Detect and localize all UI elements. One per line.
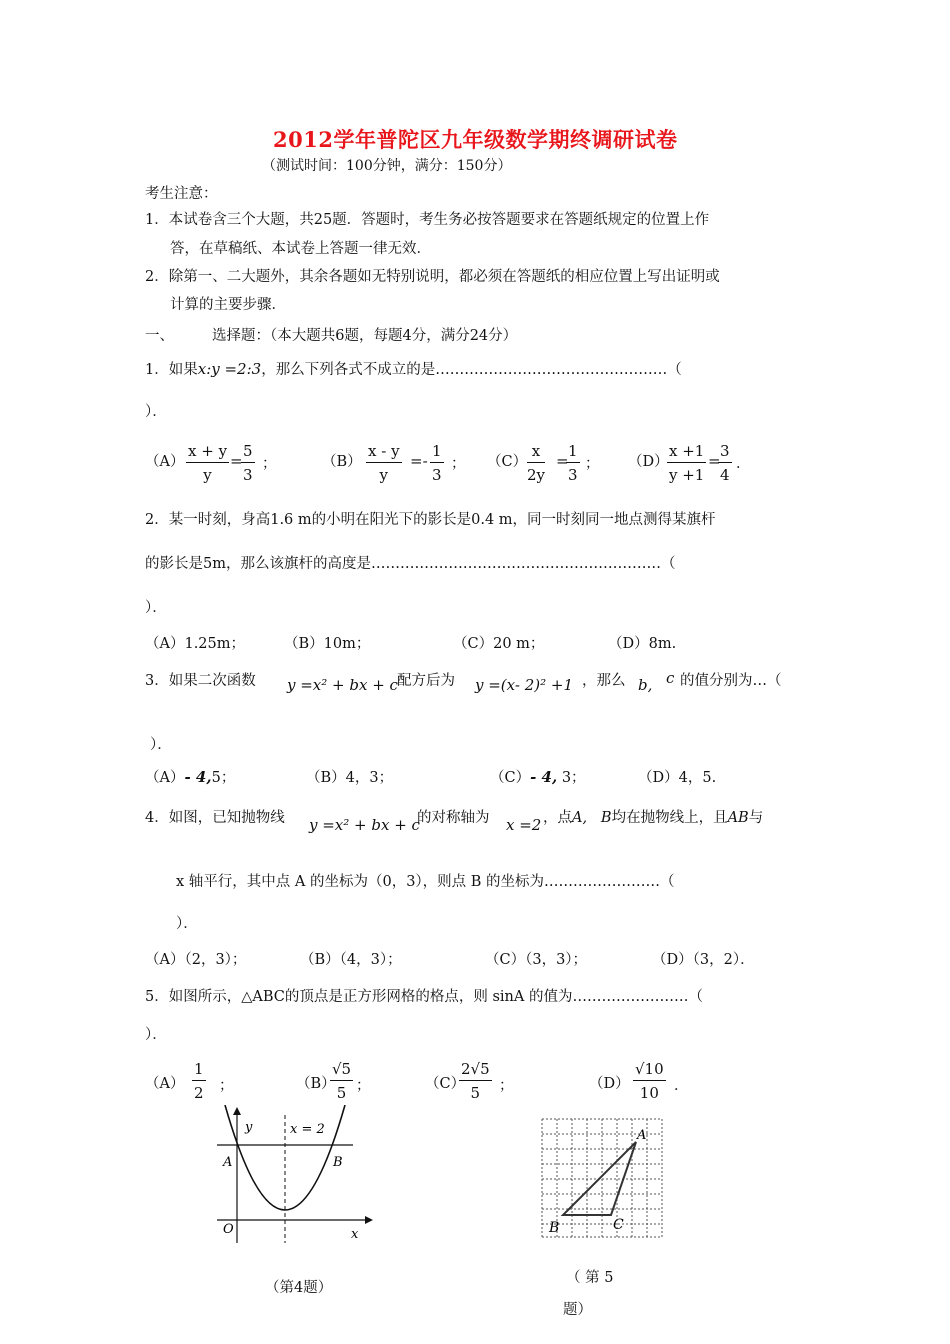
q5-option-a-tail: ； [219,1078,234,1094]
q3-b: b, [638,676,653,694]
q5-option-b-label: （B） [296,1076,336,1092]
q1-end: ）． [145,404,167,420]
q1-text: 1．如果x:y =2:3，那么下列各式不成立的是…………………………………………（ [145,360,682,378]
figure-4-parabola [205,1105,375,1255]
q3-expr2: y =(x- 2)² +1 [475,676,573,694]
vertex-a-label: A [637,1128,647,1143]
y-axis-arrow [233,1107,241,1115]
q3-end: ）． [150,737,172,753]
q4-option-b: （B）（4，3）； [300,952,402,968]
equals-sign: = [556,452,569,470]
q1-option-b-tail: ； [451,456,466,472]
equals-sign: = [708,452,721,470]
q1-option-c-rhs: $\frac{1}{3}$ [568,442,578,484]
vertex-b-label: B [549,1220,560,1236]
q1-option-c-lhs: $\frac{x}{2y}$ [527,442,546,484]
q2-text-line1: 2．某一时刻，身高1.6 m的小明在阳光下的影长是0.4 m，同一时刻同一地点测得某旗杆 [145,512,716,528]
q3-c: c [666,669,675,687]
triangle-abc [563,1142,636,1215]
q3-prefix: 3．如果二次函数 [145,673,256,689]
q5-option-a-label: （A） [145,1076,185,1092]
x-axis-label: x [351,1227,359,1242]
q1-option-d-tail: ． [736,456,751,472]
q1-option-a-lhs: $\frac{x + y}{y}$ [188,442,228,484]
q3-middle: 配方后为 [397,673,455,689]
q3-option-a: （A）- 4,5； [145,768,236,786]
figure-4-caption: （第4题） [265,1280,333,1296]
q1-option-c-tail: ； [585,456,600,472]
q1-option-a-tail: ； [262,456,277,472]
q3-expr1: y =x² + bx + c [287,676,398,694]
q4-option-d: （D）（3，2）． [652,952,755,968]
section-number: 一、 [145,328,174,344]
vertex-c-label: C [613,1217,624,1233]
q1-option-b-lhs: $\frac{x - y}{y}$ [368,442,400,484]
notice-item-2: 2．除第一、二大题外，其余各题如无特别说明，都必须在答题纸的相应位置上写出证明或 [145,269,720,285]
q1-option-b-label: （B） [322,454,362,470]
figure-5-caption: （ 第 5 [566,1270,614,1286]
q5-option-c-label: （C） [425,1076,466,1092]
q5-text: 5．如图所示，△ABC的顶点是正方形网格的格点，则 sinA 的值为……………………（ [145,989,703,1005]
q5-option-c-tail: ； [499,1078,514,1094]
point-a-label: A [223,1155,233,1170]
q1-option-d-rhs: $\frac{3}{4}$ [720,442,730,484]
y-axis-label: y [245,1120,253,1135]
q1-option-a-rhs: $\frac{5}{3}$ [243,442,253,484]
notice-item-1: 1．本试卷含三个大题，共25题．答题时，考生务必按答题要求在答题纸规定的位置上作 [145,212,710,228]
notice-item-1-cont: 答，在草稿纸、本试卷上答题一律无效． [170,241,431,257]
q2-option-d: （D）8m. [608,636,677,652]
q4-line2: x 轴平行，其中点 A 的坐标为（0，3），则点 B 的坐标为……………………（ [176,874,675,890]
q1-option-c-label: （C） [487,454,528,470]
figure-5-grid-triangle [538,1113,668,1241]
page-title: 2012学年普陀区九年级数学期终调研试卷 [273,127,678,152]
q5-option-c-value: $\frac{2√5}{5}$ [461,1060,490,1102]
q3-after: ，那么 [582,673,626,689]
section-title: 选择题：（本大题共6题，每题4分，满分24分） [212,328,518,344]
q5-end: ）． [145,1027,167,1043]
figure-5-caption-cont: 题） [563,1302,592,1318]
q5-option-b-value: $\frac{√5}{5}$ [332,1060,352,1102]
q1-option-d-label: （D） [628,454,669,470]
q4-option-a: （A）（2，3）； [145,952,247,968]
q1-option-b-rhs: $\frac{1}{3}$ [432,442,442,484]
q2-option-c: （C）20 m； [453,636,545,652]
origin-label: O [223,1222,234,1237]
q1-option-d-lhs: $\frac{x +1}{y +1}$ [668,442,705,484]
q2-option-b: （B）10m； [284,636,371,652]
q3-option-d: （D）4，5. [638,770,717,786]
equals-sign: = [230,452,243,470]
q2-text-line2: 的影长是5m，那么该旗杆的高度是……………………………………………………（ [145,556,676,572]
q5-option-d-label: （D） [589,1076,630,1092]
q5-option-d-value: $\frac{√10}{10}$ [635,1060,664,1102]
q1-option-a-label: （A） [145,454,185,470]
page-subtitle: （测试时间：100分钟，满分：150分） [262,158,512,174]
notice-item-2-cont: 计算的主要步骤． [170,297,286,313]
q3-option-c: （C）- 4, 3； [490,768,586,786]
notice-heading: 考生注意： [145,186,218,202]
q4-axis: x =2 [506,816,542,834]
q4-option-c: （C）（3，3）； [485,952,588,968]
x-axis-arrow [365,1216,373,1224]
q4-middle: 的对称轴为 [417,810,490,826]
q2-option-a: （A）1.25m； [145,636,246,652]
q5-option-d-tail: ． [674,1078,689,1094]
symmetry-axis-label: x = 2 [290,1122,325,1137]
q2-end: ）． [145,600,167,616]
q5-option-b-tail: ； [356,1078,371,1094]
equals-sign: =- [410,452,428,470]
q5-option-a-value: $\frac{1}{2}$ [194,1060,204,1102]
q4-end: ）． [176,916,198,932]
q4-expr: y =x² + bx + c [309,816,420,834]
q3-option-b: （B）4，3； [306,770,394,786]
point-b-label: B [333,1155,343,1170]
q3-suffix: 的值分别为…（ [680,673,782,689]
q4-after: ，点A, B均在抛物线上，且AB与 [543,810,764,826]
q4-prefix: 4．如图，已知抛物线 [145,810,285,826]
